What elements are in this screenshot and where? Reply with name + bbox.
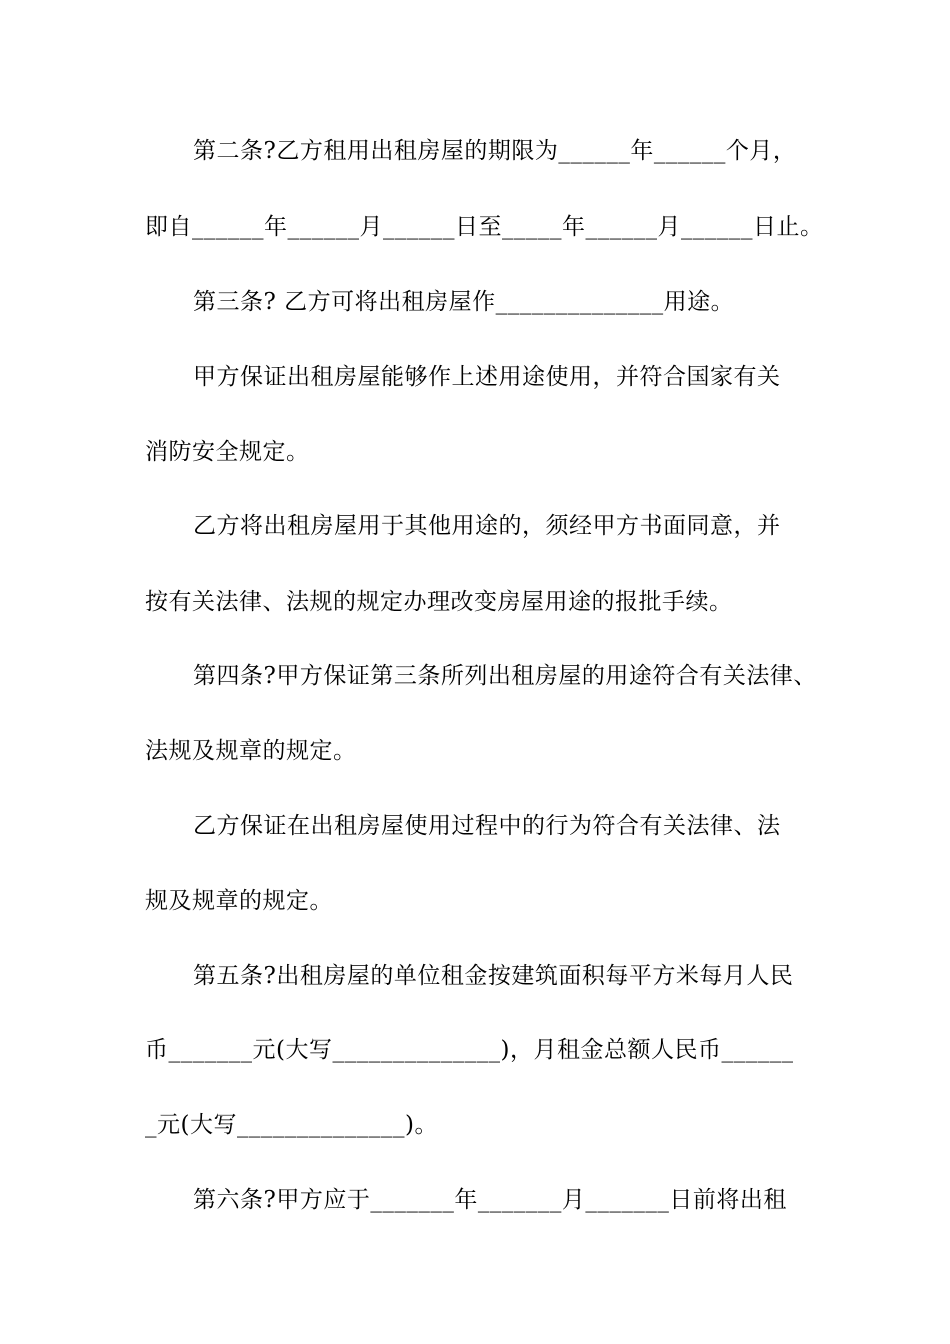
text-line: 第三条? 乙方可将出租房屋作______________用途。: [193, 289, 735, 315]
text-line: 第六条?甲方应于_______年_______月_______日前将出租: [193, 1187, 787, 1213]
text-line: 币_______元(大写______________)，月租金总额人民币______: [145, 1037, 794, 1063]
text-line: 第二条?乙方租用出租房屋的期限为______年______个月，: [193, 138, 797, 164]
text-line: 规及规章的规定。: [145, 888, 333, 914]
text-line: 乙方将出租房屋用于其他用途的，须经甲方书面同意，并: [193, 513, 781, 539]
text-line: 法规及规章的规定。: [145, 738, 357, 764]
text-line: 甲方保证出租房屋能够作上述用途使用，并符合国家有关: [193, 364, 781, 390]
text-line: 第五条?出租房屋的单位租金按建筑面积每平方米每月人民: [193, 963, 794, 989]
text-line: 按有关法律、法规的规定办理改变房屋用途的报批手续。: [145, 589, 733, 615]
text-line: 消防安全规定。: [145, 439, 310, 465]
text-line: 即自______年______月______日至_____年______月______日止。: [145, 214, 824, 240]
text-line: 乙方保证在出租房屋使用过程中的行为符合有关法律、法: [193, 813, 781, 839]
text-line: _元(大写______________)。: [145, 1112, 438, 1138]
text-line: 第四条?甲方保证第三条所列出租房屋的用途符合有关法律、: [193, 663, 817, 689]
